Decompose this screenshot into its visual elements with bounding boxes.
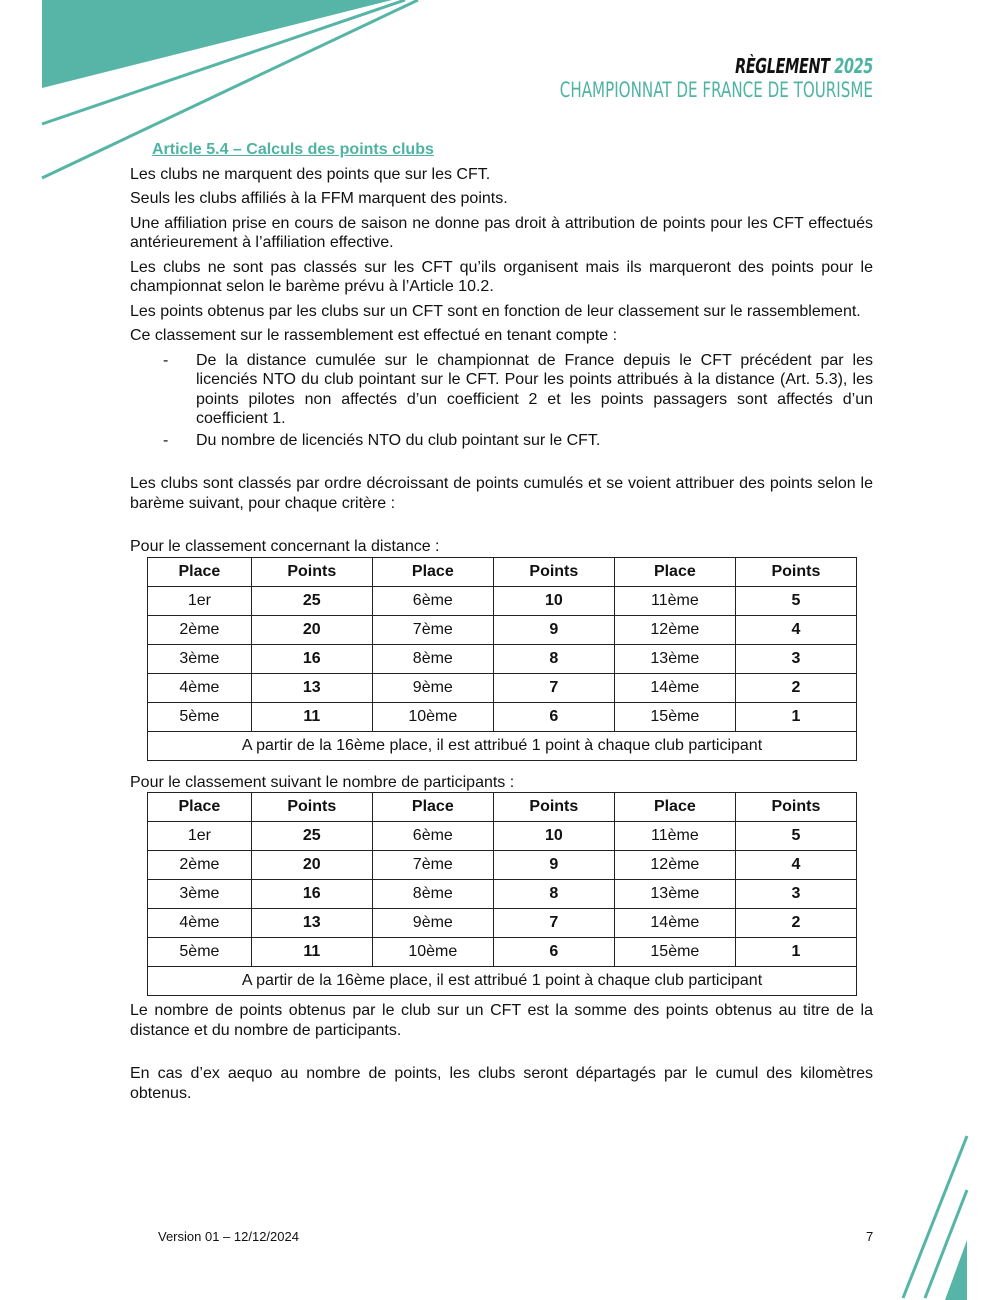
list-item-text: De la distance cumulée sur le championnat de France depuis le CFT précédent par les licenciés NTO du club pointant sur le CFT. Pour les points attribués à la distance (Art. 5.3), les points pilotes non affectés d’un coefficient 2 et les points passagers sont affectés d’un coefficient 1. — [196, 351, 873, 427]
place-cell: 2ème — [148, 851, 252, 880]
table-row — [148, 644, 857, 673]
column-header: Points — [251, 793, 372, 822]
table-row — [148, 702, 857, 731]
footer-decoration — [895, 1130, 1005, 1300]
place-cell: 5ème — [148, 938, 252, 967]
place-cell: 3ème — [148, 880, 252, 909]
points-cell: 10 — [493, 586, 614, 615]
points-cell: 1 — [735, 938, 856, 967]
table-row — [148, 880, 857, 909]
list-item — [130, 351, 873, 429]
place-cell: 10ème — [372, 702, 493, 731]
points-cell: 1 — [735, 702, 856, 731]
points-cell: 6 — [493, 938, 614, 967]
points-cell: 11 — [251, 938, 372, 967]
column-header: Points — [493, 557, 614, 586]
points-cell: 16 — [251, 644, 372, 673]
points-cell: 2 — [735, 673, 856, 702]
table-row — [148, 586, 857, 615]
place-cell: 13ème — [614, 644, 735, 673]
points-cell: 20 — [251, 615, 372, 644]
points-cell: 8 — [493, 644, 614, 673]
header-subtitle: CHAMPIONNAT DE FRANCE DE TOURISME — [559, 78, 873, 102]
criteria-list — [130, 351, 873, 451]
place-cell: 15ème — [614, 938, 735, 967]
points-cell: 2 — [735, 909, 856, 938]
table-distance-intro: Pour le classement concernant la distance : — [130, 538, 440, 555]
place-cell: 1er — [148, 822, 252, 851]
column-header: Points — [251, 557, 372, 586]
points-cell: 11 — [251, 702, 372, 731]
points-cell: 5 — [735, 586, 856, 615]
column-header: Place — [372, 793, 493, 822]
paragraph: Les points obtenus par les clubs sur un CFT sont en fonction de leur classement sur le rassemblement. — [130, 302, 861, 320]
header-title-main: RÈGLEMENT — [735, 54, 830, 78]
place-cell: 12ème — [614, 851, 735, 880]
points-cell: 3 — [735, 644, 856, 673]
column-header: Place — [148, 793, 252, 822]
paragraph: Seuls les clubs affiliés à la FFM marquent des points. — [130, 190, 508, 207]
column-header: Place — [372, 557, 493, 586]
points-cell: 20 — [251, 851, 372, 880]
tie-rule-paragraph: En cas d’ex aequo au nombre de points, les clubs seront départagés par le cumul des kilomètres obtenus. — [130, 1065, 873, 1102]
place-cell: 13ème — [614, 880, 735, 909]
table-footer-row — [148, 967, 857, 996]
place-cell: 14ème — [614, 673, 735, 702]
place-cell: 10ème — [372, 938, 493, 967]
place-cell: 6ème — [372, 586, 493, 615]
points-cell: 7 — [493, 673, 614, 702]
points-cell: 16 — [251, 880, 372, 909]
place-cell: 1er — [148, 586, 252, 615]
place-cell: 14ème — [614, 909, 735, 938]
table-row — [148, 909, 857, 938]
version-label: Version 01 – 12/12/2024 — [158, 1229, 299, 1244]
article-content — [130, 140, 873, 1108]
points-cell: 25 — [251, 822, 372, 851]
points-cell: 7 — [493, 909, 614, 938]
document-header — [560, 55, 873, 103]
column-header: Place — [148, 557, 252, 586]
points-table-distance — [147, 557, 857, 761]
table-header-row — [148, 793, 857, 822]
place-cell: 11ème — [614, 822, 735, 851]
table-row — [148, 938, 857, 967]
table-footer-note: A partir de la 16ème place, il est attribué 1 point à chaque club participant — [148, 967, 857, 996]
place-cell: 2ème — [148, 615, 252, 644]
table-footer-row — [148, 731, 857, 760]
place-cell: 4ème — [148, 673, 252, 702]
paragraph: Les clubs ne marquent des points que sur les CFT. — [130, 165, 491, 183]
points-cell: 13 — [251, 673, 372, 702]
bullet-marker: - — [163, 351, 169, 369]
bullet-marker: - — [163, 431, 169, 449]
table-row — [148, 673, 857, 702]
header-title — [560, 55, 873, 77]
points-table-participants — [147, 792, 857, 996]
column-header: Points — [735, 793, 856, 822]
place-cell: 8ème — [372, 880, 493, 909]
place-cell: 9ème — [372, 909, 493, 938]
place-cell: 5ème — [148, 702, 252, 731]
article-title: Article 5.4 – Calculs des points clubs — [152, 141, 434, 158]
column-header: Place — [614, 793, 735, 822]
place-cell: 8ème — [372, 644, 493, 673]
table-participants-intro: Pour le classement suivant le nombre de participants : — [130, 773, 515, 791]
place-cell: 3ème — [148, 644, 252, 673]
place-cell: 9ème — [372, 673, 493, 702]
header-title-year: 2025 — [834, 54, 873, 78]
column-header: Points — [493, 793, 614, 822]
points-cell: 6 — [493, 702, 614, 731]
points-cell: 5 — [735, 822, 856, 851]
place-cell: 6ème — [372, 822, 493, 851]
table-row — [148, 822, 857, 851]
paragraph: Une affiliation prise en cours de saison ne donne pas droit à attribution de points pour les CFT effectués antérieurement à l’affiliation effective. — [130, 214, 873, 251]
table-footer-note: A partir de la 16ème place, il est attribué 1 point à chaque club participant — [148, 731, 857, 760]
place-cell: 7ème — [372, 851, 493, 880]
column-header: Place — [614, 557, 735, 586]
conclusion-paragraph: Le nombre de points obtenus par le club sur un CFT est la somme des points obtenus au titre de la distance et du nombre de participants. — [130, 1002, 873, 1039]
points-cell: 3 — [735, 880, 856, 909]
points-cell: 10 — [493, 822, 614, 851]
place-cell: 15ème — [614, 702, 735, 731]
list-item-text: Du nombre de licenciés NTO du club pointant sur le CFT. — [196, 431, 601, 449]
points-cell: 25 — [251, 586, 372, 615]
paragraph: Les clubs ne sont pas classés sur les CFT qu’ils organisent mais ils marqueront des points pour le championnat selon le barème prévu à l’Article 10.2. — [130, 258, 873, 295]
points-cell: 4 — [735, 851, 856, 880]
place-cell: 12ème — [614, 615, 735, 644]
place-cell: 11ème — [614, 586, 735, 615]
column-header: Points — [735, 557, 856, 586]
points-cell: 9 — [493, 615, 614, 644]
points-cell: 8 — [493, 880, 614, 909]
paragraph: Ce classement sur le rassemblement est effectué en tenant compte : — [130, 327, 618, 344]
place-cell: 4ème — [148, 909, 252, 938]
points-cell: 9 — [493, 851, 614, 880]
place-cell: 7ème — [372, 615, 493, 644]
points-cell: 13 — [251, 909, 372, 938]
table-header-row — [148, 557, 857, 586]
table-row — [148, 851, 857, 880]
ranking-intro: Les clubs sont classés par ordre décroissant de points cumulés et se voient attribuer des points selon le barème suivant, pour chaque critère : — [130, 475, 873, 512]
list-item — [130, 431, 873, 451]
table-row — [148, 615, 857, 644]
points-cell: 4 — [735, 615, 856, 644]
page-number: 7 — [866, 1229, 874, 1244]
